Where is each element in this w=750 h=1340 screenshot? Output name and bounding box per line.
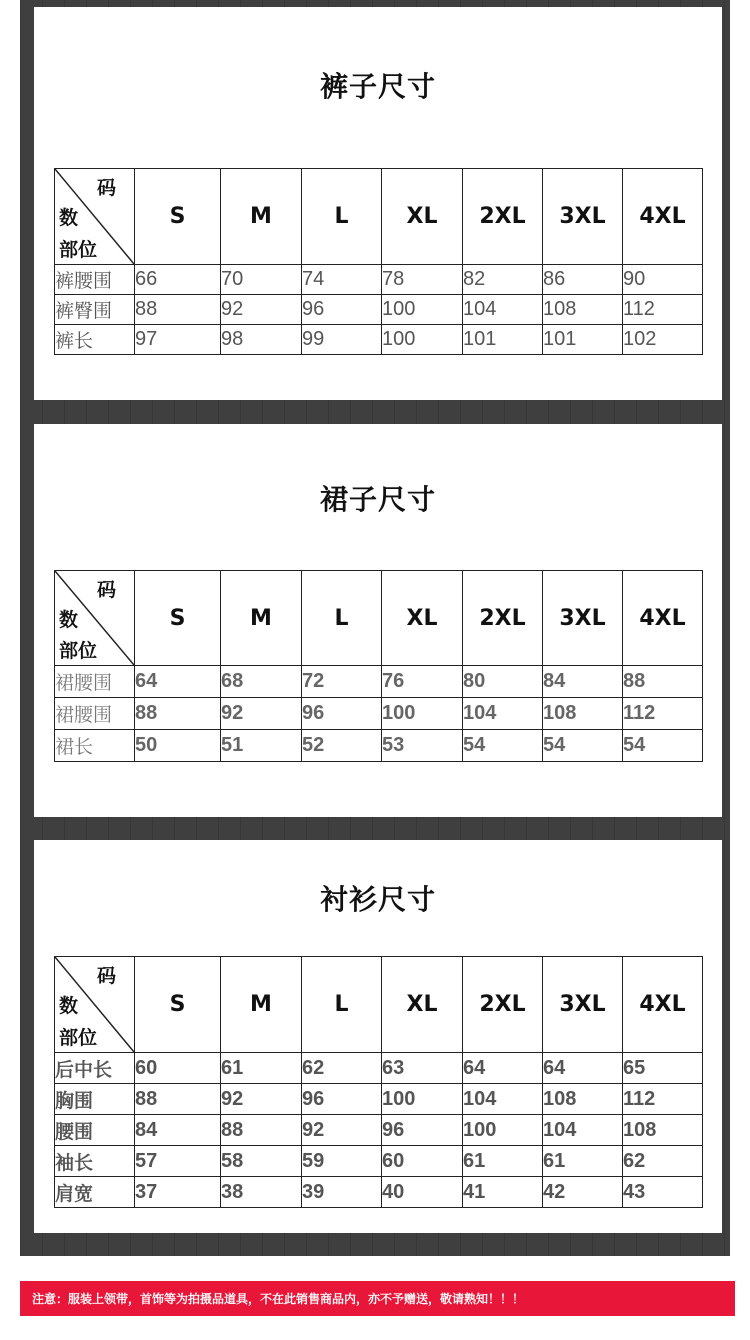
table-cell: 52 [302,730,382,762]
table-cell: 88 [221,1115,302,1146]
table-cell: 61 [463,1146,543,1177]
table-cell: 60 [135,1053,221,1084]
corner-label-middle: 数 [59,207,79,229]
table-cell: 50 [135,730,221,762]
pants-size-panel [34,7,722,400]
row-label: 肩宽 [55,1177,135,1208]
table-cell: 104 [543,1115,623,1146]
table-cell: 90 [623,265,703,295]
table-corner-cell [55,957,135,1053]
skirt-size-panel [34,424,722,817]
table-cell: 72 [302,666,382,698]
row-label: 裤长 [55,325,135,355]
corner-label-top: 码 [96,965,116,987]
table-cell: 70 [221,265,302,295]
table-cell: 66 [135,265,221,295]
table-cell: 96 [382,1115,463,1146]
table-cell: 102 [623,325,703,355]
size-header-4xl: 4XL [623,957,703,1053]
size-header-m: M [221,571,302,666]
table-cell: 64 [463,1053,543,1084]
table-cell: 64 [135,666,221,698]
table-cell: 63 [382,1053,463,1084]
size-header-l: L [302,169,382,265]
size-header-l: L [302,571,382,666]
table-cell: 59 [302,1146,382,1177]
row-label: 裤腰围 [55,265,135,295]
shirt-size-title: 衬衫尺寸 [319,883,436,916]
table-row [55,1115,703,1146]
size-header-l: L [302,957,382,1053]
table-cell: 88 [623,666,703,698]
table-row [55,1053,703,1084]
size-header-3xl: 3XL [543,571,623,666]
table-cell: 98 [221,325,302,355]
table-cell: 37 [135,1177,221,1208]
pants-size-table [54,168,703,355]
corner-label-bottom: 部位 [59,239,98,261]
table-cell: 78 [382,265,463,295]
table-cell: 92 [221,1084,302,1115]
table-cell: 42 [543,1177,623,1208]
table-cell: 76 [382,666,463,698]
row-label: 裙腰围 [55,698,135,730]
table-cell: 108 [543,698,623,730]
row-label: 腰围 [55,1115,135,1146]
table-cell: 53 [382,730,463,762]
size-header-s: S [135,169,221,265]
table-cell: 100 [382,1084,463,1115]
table-cell: 108 [543,1084,623,1115]
size-header-m: M [221,169,302,265]
table-cell: 58 [221,1146,302,1177]
table-row [55,265,703,295]
table-cell: 92 [302,1115,382,1146]
table-cell: 104 [463,295,543,325]
table-cell: 82 [463,265,543,295]
table-cell: 88 [135,1084,221,1115]
table-cell: 92 [221,698,302,730]
table-row [55,1084,703,1115]
corner-label-bottom: 部位 [59,640,98,662]
size-header-m: M [221,957,302,1053]
shirt-size-table [54,956,703,1208]
table-cell: 97 [135,325,221,355]
size-header-xl: XL [382,957,463,1053]
table-cell: 108 [543,295,623,325]
corner-label-top: 码 [96,177,116,199]
row-label: 胸围 [55,1084,135,1115]
table-row [55,666,703,698]
table-cell: 60 [382,1146,463,1177]
row-label: 裤臀围 [55,295,135,325]
table-cell: 54 [543,730,623,762]
table-cell: 84 [135,1115,221,1146]
size-header-4xl: 4XL [623,169,703,265]
table-row [55,1146,703,1177]
pants-size-title: 裤子尺寸 [319,70,436,103]
table-row [55,698,703,730]
size-header-3xl: 3XL [543,957,623,1053]
row-label: 后中长 [55,1053,135,1084]
size-header-2xl: 2XL [463,957,543,1053]
size-header-s: S [135,957,221,1053]
table-cell: 39 [302,1177,382,1208]
table-cell: 38 [221,1177,302,1208]
table-cell: 41 [463,1177,543,1208]
table-cell: 104 [463,698,543,730]
table-cell: 101 [463,325,543,355]
table-row [55,730,703,762]
table-row [55,325,703,355]
table-cell: 112 [623,295,703,325]
table-cell: 100 [382,698,463,730]
table-cell: 96 [302,295,382,325]
table-cell: 84 [543,666,623,698]
size-header-row [55,169,703,265]
size-header-2xl: 2XL [463,571,543,666]
table-cell: 61 [543,1146,623,1177]
skirt-size-table [54,570,703,762]
table-row [55,295,703,325]
table-cell: 100 [382,325,463,355]
size-header-2xl: 2XL [463,169,543,265]
row-label: 裙长 [55,730,135,762]
table-cell: 54 [623,730,703,762]
table-row [55,1177,703,1208]
notice-text: 注意：服装上领带，首饰等为拍摄品道具，不在此销售商品内，亦不予赠送，敬请熟知！！！ [32,1292,525,1306]
table-cell: 112 [623,1084,703,1115]
size-header-row [55,571,703,666]
table-cell: 80 [463,666,543,698]
table-cell: 68 [221,666,302,698]
skirt-size-title: 裙子尺寸 [319,483,436,516]
size-header-3xl: 3XL [543,169,623,265]
table-cell: 108 [623,1115,703,1146]
shirt-size-panel [34,840,722,1233]
size-header-xl: XL [382,571,463,666]
table-cell: 54 [463,730,543,762]
table-cell: 64 [543,1053,623,1084]
table-cell: 88 [135,295,221,325]
corner-label-middle: 数 [59,995,79,1017]
table-cell: 101 [543,325,623,355]
table-cell: 86 [543,265,623,295]
table-cell: 99 [302,325,382,355]
corner-label-bottom: 部位 [59,1027,98,1049]
table-cell: 96 [302,698,382,730]
notice-bar [20,1281,735,1316]
table-cell: 40 [382,1177,463,1208]
table-cell: 61 [221,1053,302,1084]
size-header-row [55,957,703,1053]
row-label: 裙腰围 [55,666,135,698]
table-cell: 74 [302,265,382,295]
table-cell: 62 [302,1053,382,1084]
size-header-s: S [135,571,221,666]
table-cell: 100 [382,295,463,325]
table-cell: 62 [623,1146,703,1177]
table-cell: 112 [623,698,703,730]
table-cell: 100 [463,1115,543,1146]
table-cell: 43 [623,1177,703,1208]
table-cell: 57 [135,1146,221,1177]
table-cell: 104 [463,1084,543,1115]
size-header-4xl: 4XL [623,571,703,666]
size-header-xl: XL [382,169,463,265]
table-cell: 96 [302,1084,382,1115]
table-corner-cell [55,169,135,265]
table-cell: 92 [221,295,302,325]
corner-label-middle: 数 [59,609,79,631]
table-cell: 88 [135,698,221,730]
table-corner-cell [55,571,135,666]
row-label: 袖长 [55,1146,135,1177]
table-cell: 65 [623,1053,703,1084]
corner-label-top: 码 [96,579,116,601]
table-cell: 51 [221,730,302,762]
